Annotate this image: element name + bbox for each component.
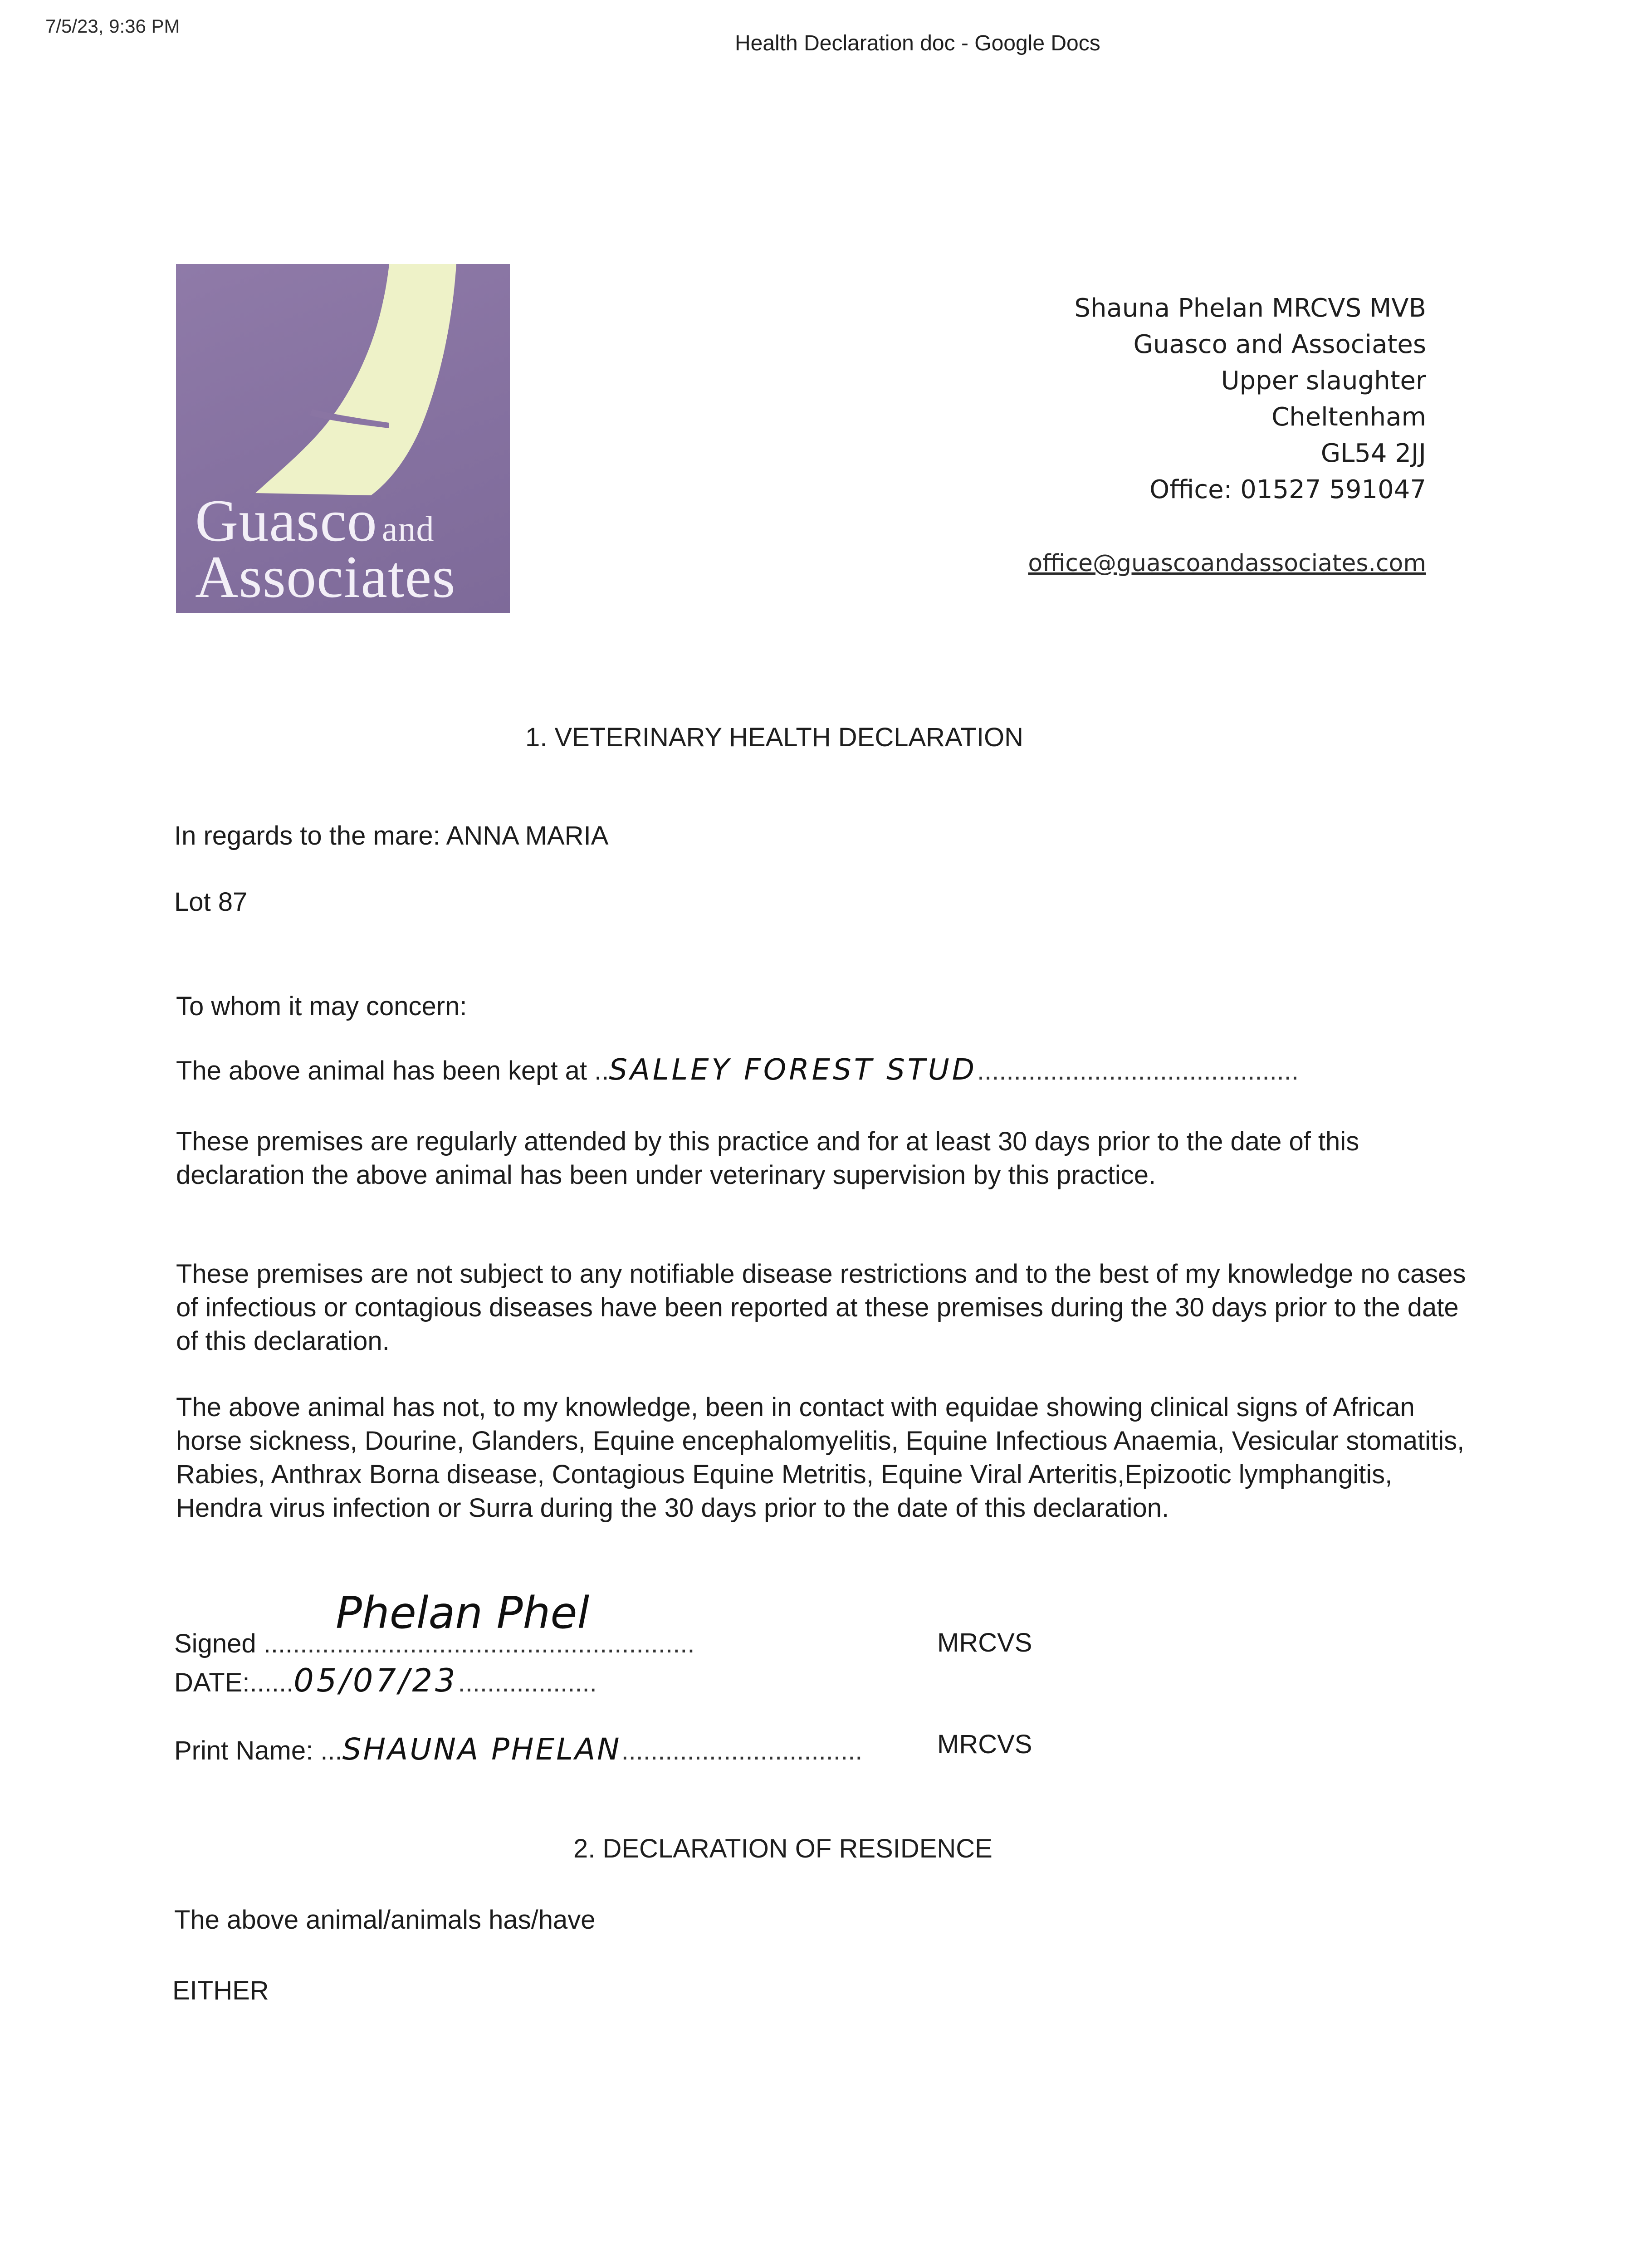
- practice-logo: [176, 264, 510, 613]
- salutation: To whom it may concern:: [176, 992, 467, 1021]
- address-street: Upper slaughter: [1221, 366, 1426, 396]
- animals-line: The above animal/animals has/have: [174, 1905, 596, 1935]
- logo-word-associates: Associates: [195, 543, 456, 610]
- signature-handwritten: Phelan Phel: [336, 1588, 590, 1638]
- signed-mrcvs: MRCVS: [937, 1628, 1032, 1657]
- mare-line: In regards to the mare: ANNA MARIA: [174, 821, 609, 850]
- print-name-dots: .................................: [621, 1736, 863, 1765]
- kept-at-label: The above animal has been kept at ..: [176, 1056, 609, 1085]
- attendance-paragraph: These premises are regularly attended by this practice and for at least 30 days prior to the date of this declaration the above animal has been under veterinary supervision by this practice.: [176, 1127, 1359, 1190]
- print-timestamp: 7/5/23, 9:36 PM: [45, 15, 180, 37]
- logo-word-and: and: [381, 509, 435, 548]
- practice-email-link[interactable]: office@guascoandassociates.com: [1028, 550, 1426, 577]
- date-dots: ...................: [458, 1668, 597, 1697]
- address-town: Cheltenham: [1271, 402, 1426, 432]
- print-name-line: [174, 1732, 862, 1767]
- date-line: [174, 1662, 597, 1699]
- signed-label: Signed ....: [174, 1629, 293, 1658]
- contact-paragraph: The above animal has not, to my knowledge, been in contact with equidae showing clinical signs of African horse sickness, Dourine, Glanders, Equine encephalomyelitis, Equine Infectious Anaemia, Vesicular stomatitis, Rabies, Anthrax Borna disease, Contagious Equine Metritis, Equine Viral Arteritis,Epizootic lymphangitis, Hendra virus infection or Surra during the 30 days prior to the date of this declaration.: [176, 1393, 1465, 1523]
- section2-heading: 2. DECLARATION OF RESIDENCE: [573, 1834, 993, 1863]
- signed-dots: .......................................................: [293, 1629, 695, 1658]
- print-name-mrcvs: MRCVS: [937, 1730, 1032, 1759]
- kept-at-handwritten: SALLEY FOREST STUD: [609, 1053, 977, 1087]
- print-page-title: Health Declaration doc - Google Docs: [735, 31, 1100, 55]
- print-name-handwritten: SHAUNA PHELAN: [342, 1732, 621, 1767]
- lot-number: Lot 87: [174, 887, 248, 917]
- kept-at-dots: ............................................: [977, 1056, 1299, 1085]
- vet-name: Shauna Phelan MRCVS MVB: [1074, 293, 1426, 323]
- either-label: EITHER: [172, 1976, 269, 2005]
- notifiable-paragraph: These premises are not subject to any notifiable disease restrictions and to the best of my knowledge no cases of infectious or contagious diseases have been reported at these premises during the 30 days prior to the date of this declaration.: [176, 1259, 1466, 1356]
- date-handwritten: 05/07/23: [293, 1662, 458, 1699]
- print-name-label: Print Name: ...: [174, 1736, 342, 1765]
- section1-heading: 1. VETERINARY HEALTH DECLARATION: [525, 723, 1023, 752]
- date-label: DATE:......: [174, 1668, 294, 1697]
- practice-name: Guasco and Associates: [1133, 330, 1426, 359]
- office-phone: Office: 01527 591047: [1149, 475, 1426, 504]
- address-postcode: GL54 2JJ: [1320, 439, 1426, 468]
- kept-at-line: [176, 1053, 1299, 1088]
- practice-address: [1074, 290, 1426, 508]
- logo-word-guasco: Guasco: [195, 487, 377, 554]
